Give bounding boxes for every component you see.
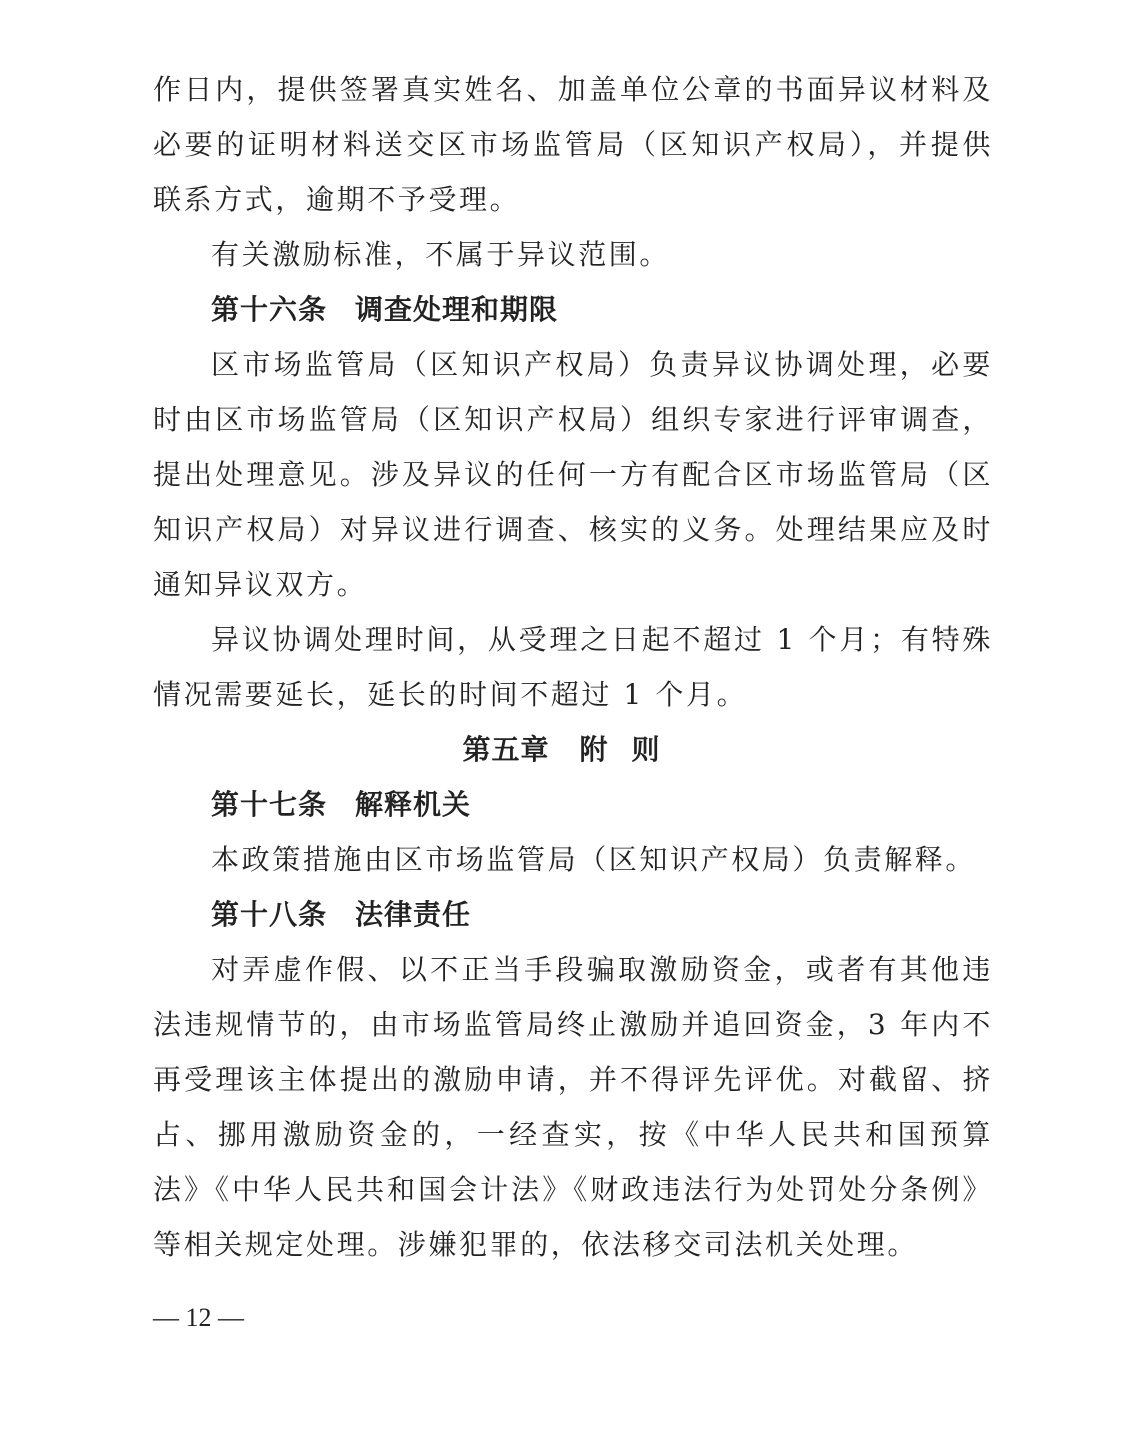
paragraph-investigation: 区市场监管局（区知识产权局）负责异议协调处理，必要时由区市场监管局（区知识产权局）组织专家进行评审调查，提出处理意见。涉及异议的任何一方有配合区市场监管局（区知识产权局）对异议进行调查、核实的义务。处理结果应及时通知异议双方。 [153, 348, 993, 601]
article-16-number: 第十六条 [211, 293, 328, 326]
paragraph-continuation: 作日内，提供签署真实姓名、加盖单位公章的书面异议材料及必要的证明材料送交区市场监管局（区知识产权局），并提供联系方式，逾期不予受理。 [153, 73, 993, 216]
document-body [153, 62, 993, 1272]
paragraph-time-limit: 异议协调处理时间，从受理之日起不超过 1 个月；有特殊情况需要延长，延长的时间不超过 1 个月。 [153, 623, 993, 711]
article-16-heading [153, 282, 993, 337]
article-18-heading [153, 887, 993, 942]
chapter-5-number: 第五章 [462, 733, 550, 766]
article-17-number: 第十七条 [211, 788, 328, 821]
article-18-title: 法律责任 [355, 898, 472, 931]
chapter-5-title: 附则 [579, 733, 684, 766]
article-16-title: 调查处理和期限 [355, 293, 559, 326]
article-18-number: 第十八条 [211, 898, 328, 931]
article-17-heading [153, 777, 993, 832]
chapter-5-heading [153, 722, 993, 777]
article-17-title: 解释机关 [355, 788, 472, 821]
paragraph-legal-liability: 对弄虚作假、以不正当手段骗取激励资金，或者有其他违法违规情节的，由市场监管局终止激励并追回资金，3 年内不再受理该主体提出的激励申请，并不得评先评优。对截留、挤占、挪用激励资金的，一经查实，按《中华人民共和国预算法》《中华人民共和国会计法》《财政违法行为处罚处分条例》等相关规定处理。涉嫌犯罪的，依法移交司法机关处理。 [153, 953, 993, 1261]
paragraph-incentive-standard: 有关激励标准，不属于异议范围。 [211, 238, 671, 271]
paragraph-interpretation: 本政策措施由区市场监管局（区知识产权局）负责解释。 [211, 843, 977, 876]
page-number: — 12 — [153, 1303, 244, 1332]
